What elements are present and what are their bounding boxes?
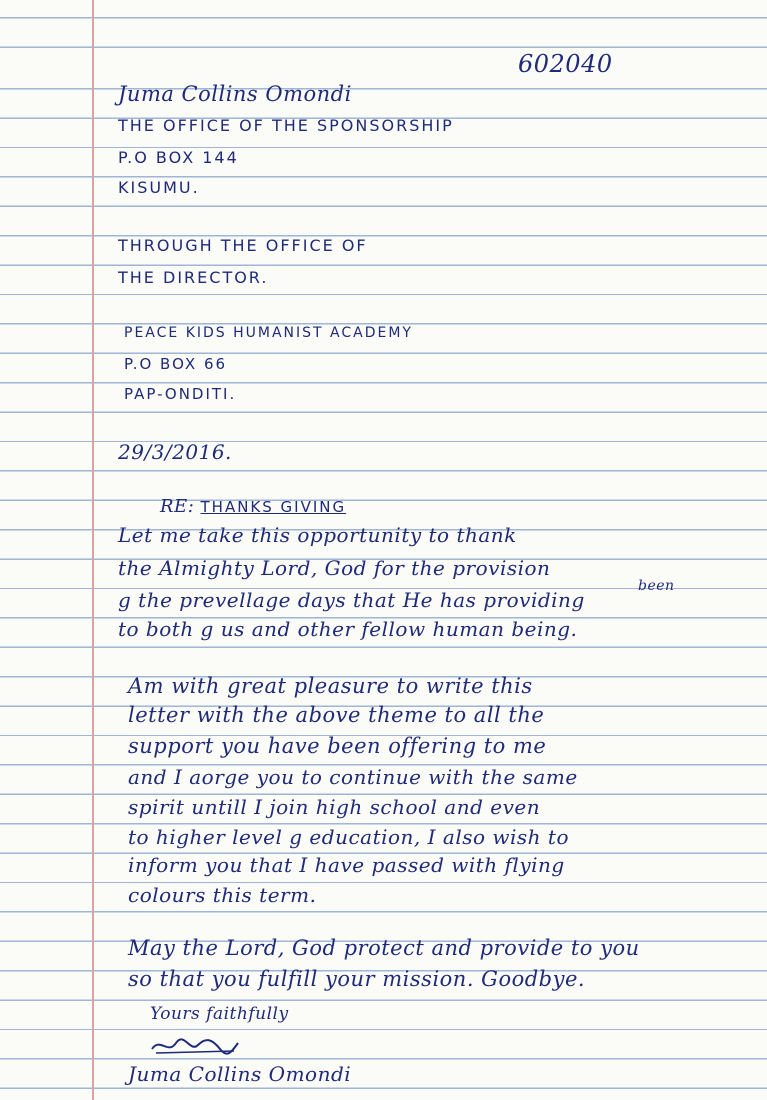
- para2-line-5: spirit untill I join high school and even: [128, 795, 541, 819]
- insertion-above-caret: been: [638, 578, 675, 594]
- addressee-box: P.O BOX 144: [118, 148, 239, 167]
- subject-title: THANKS GIVING: [200, 498, 347, 516]
- subject-prefix: RE:: [160, 496, 195, 517]
- para1-line-1: Let me take this opportunity to thank: [118, 523, 517, 547]
- through-line-1: THROUGH THE OFFICE OF: [118, 236, 368, 255]
- letter-date: 29/3/2016.: [118, 440, 232, 464]
- addressee-name: Juma Collins Omondi: [118, 82, 352, 106]
- para2-line-8: colours this term.: [128, 883, 317, 907]
- para2-line-1: Am with great pleasure to write this: [128, 674, 533, 698]
- margin-rule: [92, 0, 94, 1100]
- para2-line-3: support you have been offering to me: [128, 734, 547, 758]
- closing-salutation: Yours faithfully: [150, 1004, 289, 1024]
- addressee-office: THE OFFICE OF THE SPONSORSHIP: [118, 116, 454, 135]
- through-line-2: THE DIRECTOR.: [118, 268, 269, 287]
- school-name: PEACE KIDS HUMANIST ACADEMY: [124, 325, 413, 341]
- signer-name: Juma Collins Omondi: [128, 1062, 352, 1086]
- subject-line: [160, 496, 346, 517]
- para1-line-3: g the prevellage days that He has providing: [118, 588, 585, 612]
- para1-line-2: the Almighty Lord, God for the provision: [118, 556, 551, 580]
- school-town: PAP-ONDITI.: [124, 385, 237, 403]
- reference-number: 602040: [518, 50, 613, 78]
- para3-line-1: May the Lord, God protect and provide to you: [128, 936, 640, 960]
- para2-line-4: and I aorge you to continue with the same: [128, 765, 578, 789]
- signature-scribble: [150, 1035, 240, 1057]
- para2-line-2: letter with the above theme to all the: [128, 703, 545, 727]
- para1-line-4: to both g us and other fellow human being.: [118, 617, 578, 641]
- para3-line-2: so that you fulfill your mission. Goodbye.: [128, 967, 586, 991]
- para2-line-6: to higher level g education, I also wish to: [128, 825, 569, 849]
- addressee-town: KISUMU.: [118, 178, 200, 197]
- para2-line-7: inform you that I have passed with flying: [128, 853, 565, 877]
- school-box: P.O BOX 66: [124, 355, 228, 373]
